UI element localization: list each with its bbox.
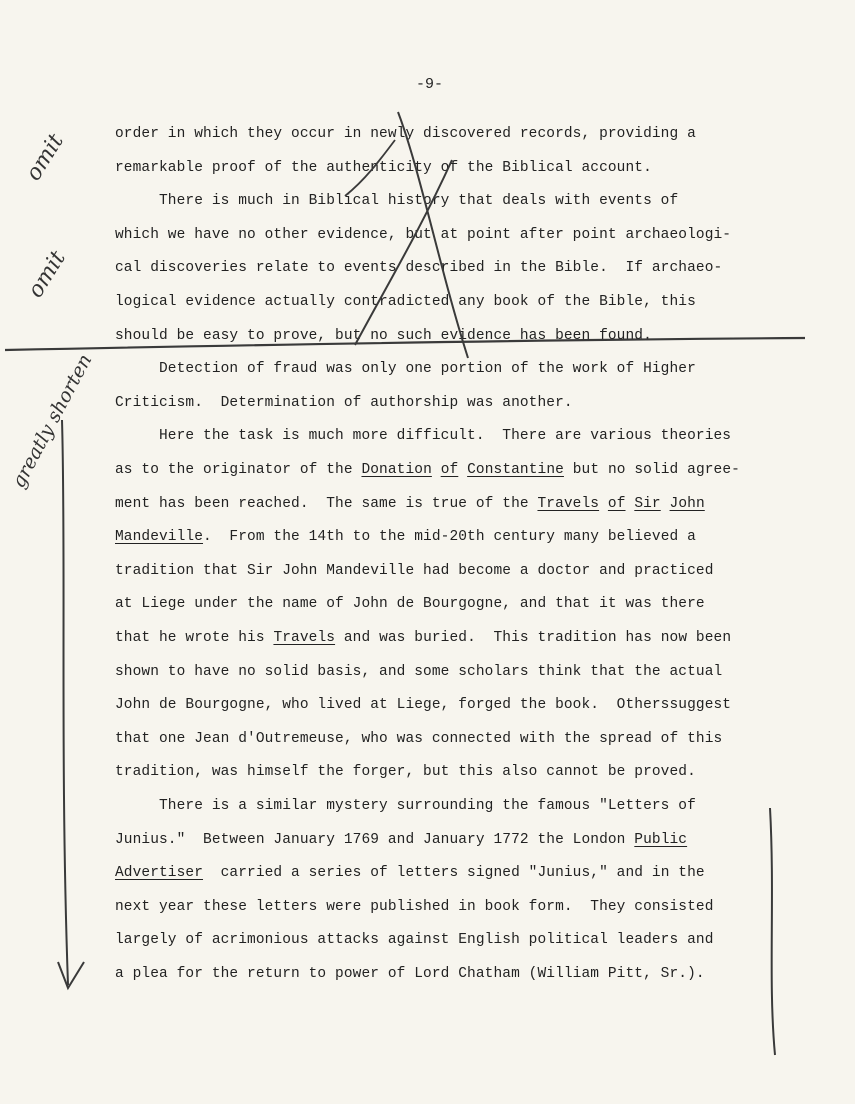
text-segment: order in which they occur in newly discovered records, providing a [115, 126, 696, 142]
text-segment: but no solid agree- [563, 462, 740, 478]
underlined-title: Travels [537, 495, 600, 512]
text-segment: that he wrote his [115, 630, 274, 646]
text-line [115, 628, 731, 648]
text-segment [661, 496, 670, 512]
underlined-title: Advertiser [115, 865, 204, 882]
text-line [115, 897, 714, 917]
text-line [115, 124, 696, 144]
underlined-title: Constantine [467, 462, 564, 478]
text-segment: Detection of fraud was only one portion of the work of Higher [115, 361, 696, 378]
text-segment: There is much in Biblical history that deals with events of [115, 193, 679, 210]
right-margin-bracket [770, 808, 775, 1055]
strike-x-stroke-3 [355, 160, 452, 345]
shorten-arrow-line [62, 420, 68, 985]
text-segment: There is a similar mystery surrounding the famous "Letters of [115, 798, 696, 814]
text-line [115, 830, 687, 850]
text-line [115, 225, 731, 245]
text-segment: carried a series of letters signed "Junius," and in the [203, 865, 705, 882]
page-number: -9- [416, 76, 444, 93]
text-segment: as to the originator of the [115, 462, 362, 478]
margin-note-omit-2: omit [23, 246, 71, 303]
text-segment [432, 462, 441, 478]
text-segment: at Liege under the name of John de Bourgogne, and that it was there [115, 596, 705, 613]
underlined-title: Mandeville [115, 529, 204, 546]
text-line [115, 494, 705, 514]
shorten-arrow-head [58, 962, 84, 988]
text-segment: . From the 14th to the mid-20th century many believed a [203, 529, 696, 546]
text-segment: next year these letters were published in book form. They consisted [115, 898, 714, 915]
text-segment: logical evidence actually contradicted any book of the Bible, this [115, 294, 696, 310]
margin-note-greatly-shorten: greatly shorten [7, 350, 97, 492]
text-segment: ment has been reached. The same is true of the [115, 495, 538, 512]
text-line [115, 561, 714, 581]
text-line [115, 527, 696, 547]
text-segment: should be easy to prove, but no such evidence has been found. [115, 327, 652, 344]
text-segment: cal discoveries relate to events described in the Bible. If archaeo- [115, 260, 723, 277]
text-segment: remarkable proof of the authenticity of the Biblical account. [115, 159, 652, 176]
text-line [115, 258, 722, 278]
text-segment: that one Jean d'Outremeuse, who was connected with the spread of this [115, 730, 723, 747]
text-line [115, 796, 696, 816]
text-line [115, 662, 722, 682]
text-segment: Criticism. Determination of authorship was another. [115, 394, 573, 411]
text-line [115, 695, 731, 715]
text-line [115, 460, 740, 480]
underlined-title: of [440, 462, 459, 478]
text-segment: John de Bourgogne, who lived at Liege, forged the book. Otherssuggest [115, 697, 732, 714]
text-segment [458, 462, 467, 478]
text-line [115, 191, 678, 211]
text-segment: tradition that Sir John Mandeville had become a doctor and practiced [115, 562, 714, 579]
text-line [115, 863, 705, 883]
text-line [115, 594, 705, 614]
underlined-title: Travels [273, 630, 336, 646]
text-line [115, 292, 696, 312]
underlined-title: John [669, 495, 705, 512]
text-line [115, 393, 573, 413]
text-line [115, 158, 652, 178]
text-segment: which we have no other evidence, but at point after point archaeologi- [115, 226, 732, 243]
text-segment: Here the task is much more difficult. There are various theories [115, 428, 732, 445]
text-line [115, 729, 722, 749]
text-line [115, 762, 696, 782]
text-line [115, 426, 731, 446]
text-segment: and was buried. This tradition has now been [335, 630, 732, 646]
underlined-title: Public [634, 831, 688, 848]
text-segment: a plea for the return to power of Lord Chatham (William Pitt, Sr.). [115, 966, 705, 982]
text-line [115, 326, 652, 346]
text-segment: shown to have no solid basis, and some scholars think that the actual [115, 663, 723, 680]
text-line [115, 964, 705, 984]
text-line [115, 359, 696, 379]
margin-note-omit-1: omit [21, 129, 69, 186]
text-segment: largely of acrimonious attacks against English political leaders and [115, 932, 714, 949]
text-segment: Junius." Between January 1769 and January 1772 the London [115, 831, 635, 848]
text-line [115, 930, 714, 950]
text-segment [626, 496, 635, 512]
underlined-title: Sir [634, 495, 661, 512]
text-segment [599, 496, 608, 512]
underlined-title: of [607, 495, 626, 512]
text-segment: tradition, was himself the forger, but this also cannot be proved. [115, 764, 696, 781]
underlined-title: Donation [361, 462, 432, 478]
